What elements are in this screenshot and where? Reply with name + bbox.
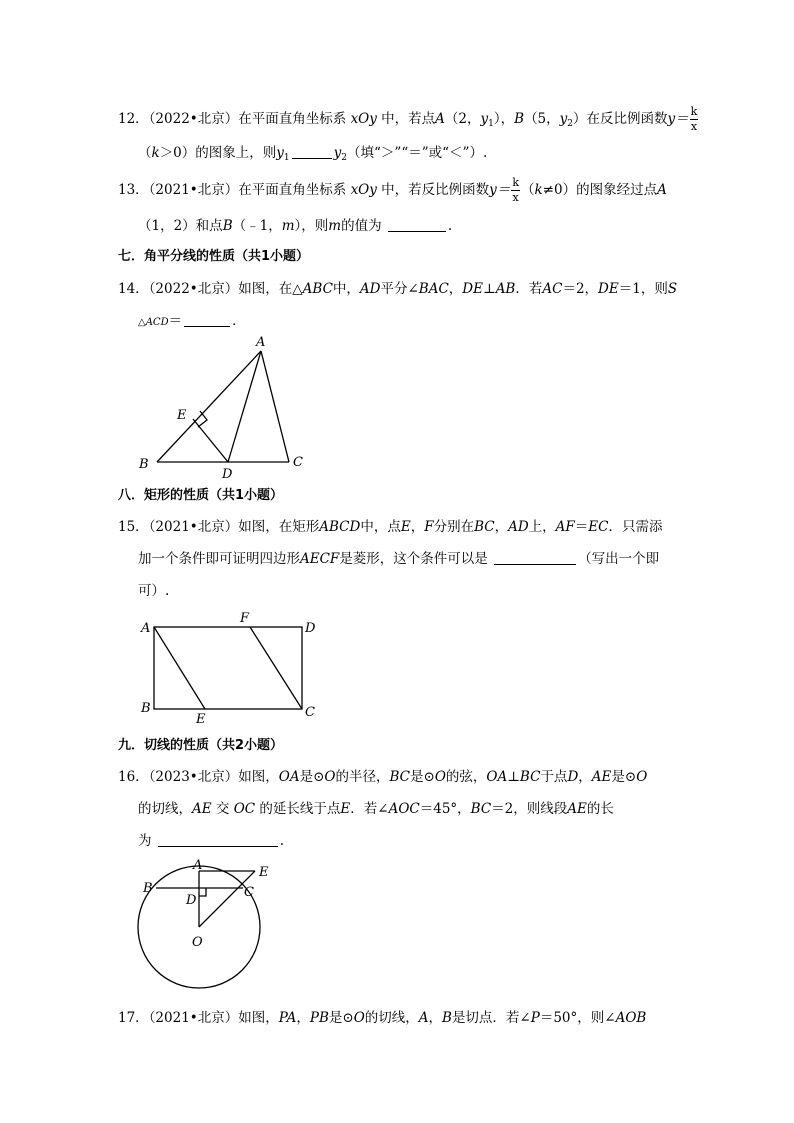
q15-label-b: B: [141, 701, 151, 716]
q14-label-d: D: [222, 467, 233, 482]
section-9-heading: 九．切线的性质（共2小题）: [118, 738, 284, 753]
q14-line2: △ACD＝ ．: [138, 313, 246, 329]
q12-line1: 12．（2022•北京）在平面直角坐标系 xOy 中，若点A（2，$y_1$），B（5，$y_2$）在反比例函数y＝ $\frac{k}{x}$: [118, 105, 698, 133]
q14-label-c: C: [293, 455, 303, 470]
q16-label-d: D: [186, 893, 197, 908]
q12-fraction: $\frac{k}{x}$: [690, 105, 698, 133]
q12-line2: （k＞0）的图象上，则$y_1$ $y_2$（填“＞”“＝”或“＜”）.: [138, 145, 488, 163]
q15-line1: 15．（2021•北京）如图，在矩形ABCD中，点E，F分别在BC，AD上，AF＝EC．只需添: [118, 519, 663, 535]
q16-line2: 的切线，AE 交 OC 的延长线于点E．若∠AOC＝45°，BC＝2，则线段AE的长: [138, 801, 614, 817]
q16-label-o: O: [192, 935, 203, 950]
section-7-heading: 七．角平分线的性质（共1小题）: [118, 249, 310, 264]
q16-label-c: C: [244, 885, 254, 900]
q16-label-e: E: [259, 865, 269, 880]
q16-label-b: B: [143, 881, 153, 896]
q14-label-e: E: [177, 408, 187, 423]
q15-line3: 可）.: [138, 583, 170, 599]
q14-label-a: A: [256, 335, 266, 350]
q15-label-e: E: [196, 712, 206, 727]
q15-label-c: C: [305, 705, 315, 720]
q16-label-a: A: [193, 858, 203, 873]
q13-fraction: $\frac{k}{x}$: [512, 176, 519, 204]
q15-label-d: D: [305, 621, 316, 636]
q16-line1: 16．（2023•北京）如图，OA是⊙O的半径，BC是⊙O的弦，OA⊥BC于点D，AE是⊙O: [118, 769, 648, 785]
section-8-heading: 八．矩形的性质（共1小题）: [118, 488, 284, 503]
q15-label-f: F: [240, 611, 250, 626]
q16-line3: 为 .: [138, 833, 285, 849]
q16-right-angle-mark: [199, 888, 206, 896]
q15-label-a: A: [141, 621, 151, 636]
q13-line2: （1，2）和点B（﹣1，m），则m的值为 .: [138, 218, 453, 234]
q15-line2: 加一个条件即可证明四边形AECF是菱形，这个条件可以是 （写出一个即: [138, 551, 660, 567]
q17-line1: 17．（2021•北京）如图，PA，PB是⊙O的切线，A，B是切点．若∠P＝50°，则∠AOB: [118, 1010, 647, 1026]
q13-line1: 13．（2021•北京）在平面直角坐标系 xOy 中，若反比例函数y＝ $\frac{k}{x}$ （k≠0）的图象经过点A: [118, 176, 667, 204]
q14-label-b: B: [139, 457, 149, 472]
q14-line1: 14．（2022•北京）如图，在△ABC中，AD平分∠BAC，DE⊥AB．若AC＝2，DE＝1，则S: [118, 281, 678, 297]
